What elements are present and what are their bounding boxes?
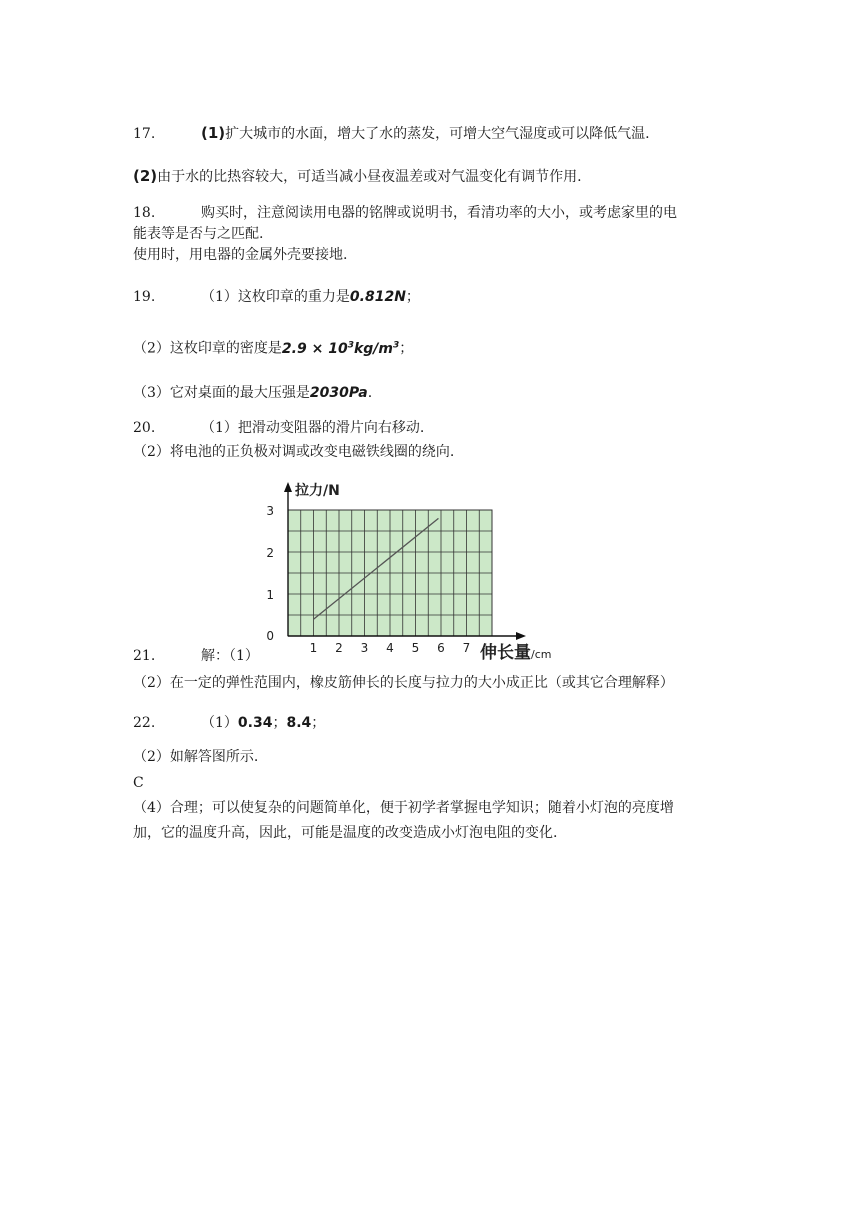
q19-line3 bbox=[133, 384, 372, 402]
chart-x-label-unit: /cm bbox=[531, 648, 552, 661]
q22-number: 22. bbox=[133, 715, 156, 731]
q19-part3-end: . bbox=[367, 385, 373, 401]
q22-part1-end: ； bbox=[311, 715, 326, 731]
q19-part1-end: ； bbox=[405, 289, 420, 305]
y-tick-label: 1 bbox=[266, 588, 274, 602]
y-tick-label: 2 bbox=[266, 546, 274, 560]
q17-number: 17. bbox=[133, 126, 156, 142]
chart-grid bbox=[288, 510, 492, 636]
y-tick-label: 0 bbox=[266, 629, 274, 643]
q18-line1 bbox=[133, 204, 677, 222]
q21-line2: （2）在一定的弹性范围内，橡皮筋伸长的长度与拉力的大小成正比（或其它合理解释） bbox=[133, 675, 674, 691]
q19-pressure-value: 2030Pa bbox=[309, 385, 368, 401]
q17-answer-2: 由于水的比热容较大，可适当减小昼夜温差或对气温变化有调节作用. bbox=[157, 169, 582, 185]
q19-density-unit: kg/m bbox=[353, 340, 393, 357]
q17-marker-2: (2) bbox=[133, 167, 158, 185]
q22-resistance-value: 8.4 bbox=[286, 715, 312, 731]
q22-line3: C bbox=[133, 775, 144, 791]
chart-x-label-main: 伸长量 bbox=[480, 643, 531, 663]
q22-line4: （4）合理；可以使复杂的问题简单化，便于初学者掌握电学知识；随着小灯泡的亮度增 bbox=[133, 800, 674, 816]
q18-line2: 能表等是否与之匹配. bbox=[133, 226, 264, 242]
q19-weight-value: 0.812N bbox=[349, 289, 406, 305]
q22-line2: （2）如解答图所示. bbox=[133, 749, 259, 765]
x-tick-label: 3 bbox=[360, 641, 369, 655]
q18-text-1: 购买时，注意阅读用电器的铭牌或说明书，看清功率的大小，或考虑家里的电 bbox=[201, 205, 677, 221]
q17-line1 bbox=[133, 124, 650, 143]
force-extension-chart bbox=[255, 475, 552, 665]
q19-density-exp: 3 bbox=[347, 340, 354, 350]
q17-answer-1: 扩大城市的水面，增大了水的蒸发，可增大空气湿度或可以降低气温. bbox=[225, 126, 650, 142]
q19-part3-label: （3）它对桌面的最大压强是 bbox=[133, 385, 310, 401]
q19-part1-label: （1）这枚印章的重力是 bbox=[201, 289, 350, 305]
x-tick-label: 6 bbox=[437, 641, 445, 655]
q19-line2 bbox=[133, 336, 413, 358]
q17-line2 bbox=[133, 167, 582, 186]
q20-line1 bbox=[133, 419, 424, 437]
q19-density-mantissa: 2.9 × 10 bbox=[281, 340, 348, 357]
q22-current-value: 0.34 bbox=[237, 715, 273, 731]
q19-number: 19. bbox=[133, 289, 156, 305]
q22-line1 bbox=[133, 714, 325, 732]
q22-part1-sep: ； bbox=[272, 715, 287, 731]
q20-text-1: （1）把滑动变阻器的滑片向右移动. bbox=[201, 420, 425, 436]
q18-line3: 使用时，用电器的金属外壳要接地. bbox=[133, 247, 348, 263]
q19-line1 bbox=[133, 288, 420, 306]
q21-number: 21. bbox=[133, 648, 156, 664]
x-tick-label: 1 bbox=[309, 641, 318, 655]
x-tick-label: 2 bbox=[335, 641, 343, 655]
q19-part2-end: ； bbox=[399, 340, 414, 357]
q20-number: 20. bbox=[133, 420, 156, 436]
q21-line1 bbox=[133, 647, 259, 665]
q17-marker-1: (1) bbox=[201, 124, 226, 142]
x-tick-label: 5 bbox=[411, 641, 420, 655]
x-axis-arrow bbox=[516, 632, 526, 640]
y-axis-arrow bbox=[284, 482, 292, 492]
q22-part1-label: （1） bbox=[201, 715, 238, 731]
q19-density-unit-exp: 3 bbox=[393, 340, 400, 350]
x-tick-label: 4 bbox=[386, 641, 394, 655]
chart-x-label bbox=[480, 642, 551, 663]
q22-line5: 加，它的温度升高，因此，可能是温度的改变造成小灯泡电阻的变化. bbox=[133, 825, 558, 841]
q19-density-value bbox=[282, 341, 399, 357]
q19-part2-label: （2）这枚印章的密度是 bbox=[133, 340, 282, 357]
y-tick-label: 3 bbox=[266, 504, 274, 518]
q20-line2: （2）将电池的正负极对调或改变电磁铁线圈的绕向. bbox=[133, 444, 455, 460]
q21-text-1: 解：（1） bbox=[201, 648, 259, 664]
x-tick-label: 7 bbox=[462, 641, 471, 655]
chart-y-label: 拉力/N bbox=[295, 483, 340, 499]
q18-number: 18. bbox=[133, 205, 156, 221]
